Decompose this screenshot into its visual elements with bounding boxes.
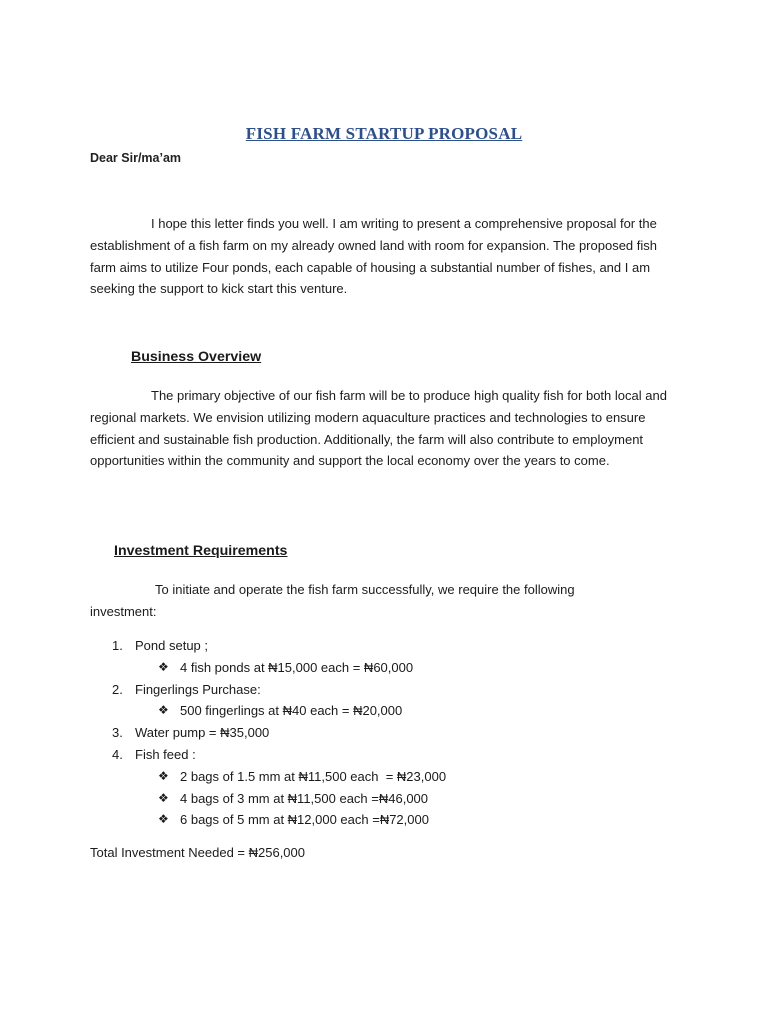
investment-intro-paragraph: [90, 579, 630, 623]
diamond-bullet-icon: ❖: [158, 659, 169, 674]
list-sub-item-text: 4 fish ponds at ₦15,000 each = ₦60,000: [180, 659, 414, 675]
diamond-bullet-icon: ❖: [158, 790, 169, 805]
list-item-text: Water pump = ₦35,000: [135, 725, 270, 741]
intro-text: I hope this letter finds you well. I am writing to present a comprehensive proposal for the establishment of a fish farm on my already owned land with room for expansion. The proposed fish farm aims to utilize Four ponds, each capable of housing a substantial number of fishes, and I am seeking the support to kick start this venture.: [90, 216, 658, 297]
investment-requirements-heading: Investment Requirements: [114, 543, 288, 559]
total-investment: Total Investment Needed = ₦256,000: [90, 845, 306, 860]
investment-list: [90, 635, 690, 831]
list-sub-item: [90, 788, 690, 810]
list-item-text: Fingerlings Purchase:: [135, 681, 261, 697]
list-sub-item-text: 4 bags of 3 mm at ₦11,500 each =₦46,000: [180, 790, 429, 806]
list-sub-item: [90, 700, 690, 722]
list-item: [90, 722, 690, 744]
investment-intro-text: To initiate and operate the fish farm successfully, we require the following investment:: [90, 582, 575, 619]
list-item-text: Pond setup ;: [135, 638, 208, 653]
list-item: [90, 679, 690, 701]
list-sub-item: [90, 657, 690, 679]
list-sub-item-text: 500 fingerlings at ₦40 each = ₦20,000: [180, 703, 403, 719]
diamond-bullet-icon: ❖: [158, 703, 169, 718]
business-overview-heading: Business Overview: [131, 349, 262, 365]
business-overview-text: The primary objective of our fish farm will be to produce high quality fish for both local and regional markets. We envision utilizing modern aquaculture practices and technologies to ensure efficient and sustainable fish production. Additionally, the farm will also contribute to employment opportunities within the community and support the local economy over the years to come.: [90, 388, 667, 469]
intro-paragraph: [90, 213, 678, 300]
document-title: FISH FARM STARTUP PROPOSAL: [245, 124, 523, 143]
list-item: [90, 744, 690, 766]
list-sub-item-text: 6 bags of 5 mm at ₦12,000 each =₦72,000: [180, 812, 429, 828]
list-number: 1.: [112, 638, 123, 653]
diamond-bullet-icon: ❖: [158, 768, 169, 783]
list-item: [90, 635, 690, 657]
list-sub-item-text: 2 bags of 1.5 mm at ₦11,500 each = ₦23,000: [180, 768, 447, 784]
list-number: 4.: [112, 746, 123, 762]
list-sub-item: [90, 766, 690, 788]
list-sub-item: [90, 809, 690, 831]
list-number: 3.: [112, 725, 123, 741]
list-number: 2.: [112, 681, 123, 697]
diamond-bullet-icon: ❖: [158, 812, 169, 827]
list-item-text: Fish feed :: [135, 746, 196, 762]
business-overview-paragraph: [90, 385, 678, 472]
salutation: Dear Sir/ma’am: [90, 151, 182, 165]
